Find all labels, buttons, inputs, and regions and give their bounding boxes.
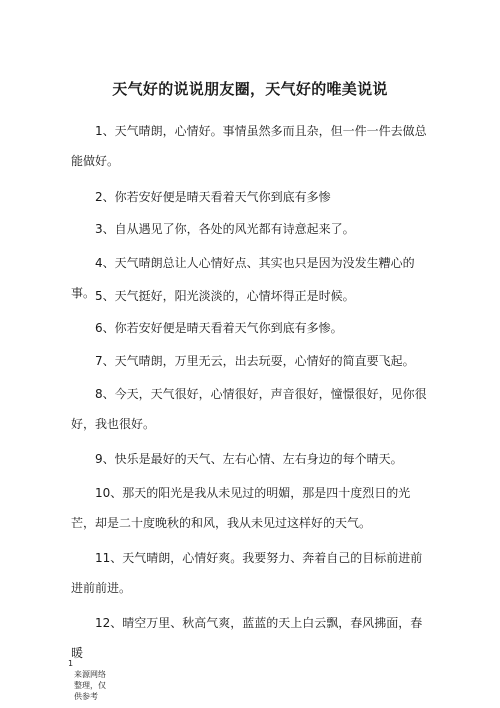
paragraph-4: 4、天气晴朗总让人心情好点、其实也只是因为没发生糟心的事。	[71, 256, 415, 300]
paragraph-2: 2、你若安好便是晴天看着天气你到底有多惨	[95, 190, 331, 204]
paragraph-1: 1、天气晴朗，心情好。事情虽然多而且杂，但一件一件去做总能做好。	[71, 124, 427, 168]
paragraph-8: 8、今天，天气很好，心情很好，声音很好，憧憬很好，见你很好，我也很好。	[71, 387, 427, 431]
paragraph-9: 9、快乐是最好的天气、左右心情、左右身边的每个晴天。	[95, 452, 403, 466]
paragraph-11: 11、天气晴朗，心情好爽。我要努力、奔着自己的目标前进前进前前进。	[71, 551, 423, 595]
page-footer	[68, 658, 118, 702]
paragraph-7: 7、天气晴朗，万里无云，出去玩耍，心情好的简直要飞起。	[95, 354, 415, 368]
paragraph-6: 6、你若安好便是晴天看着天气你到底有多惨。	[95, 321, 343, 335]
paragraph-12: 12、晴空万里、秋高气爽，蓝蓝的天上白云飘，春风拂面，春暖	[71, 616, 423, 660]
source-note: 来源网络整理，仅供参考	[74, 670, 106, 701]
page-number: 1	[68, 659, 74, 668]
paragraph-5: 5、天气挺好，阳光淡淡的，心情坏得正是时候。	[95, 289, 355, 303]
paragraph-3: 3、自从遇见了你，各处的风光都有诗意起来了。	[95, 222, 355, 236]
paragraph-10: 10、那天的阳光是我从未见过的明媚，那是四十度烈日的光芒，却是二十度晚秋的和风，我从未见过这样好的天气。	[71, 486, 411, 530]
document-title: 天气好的说说朋友圈，天气好的唯美说说	[112, 80, 388, 98]
